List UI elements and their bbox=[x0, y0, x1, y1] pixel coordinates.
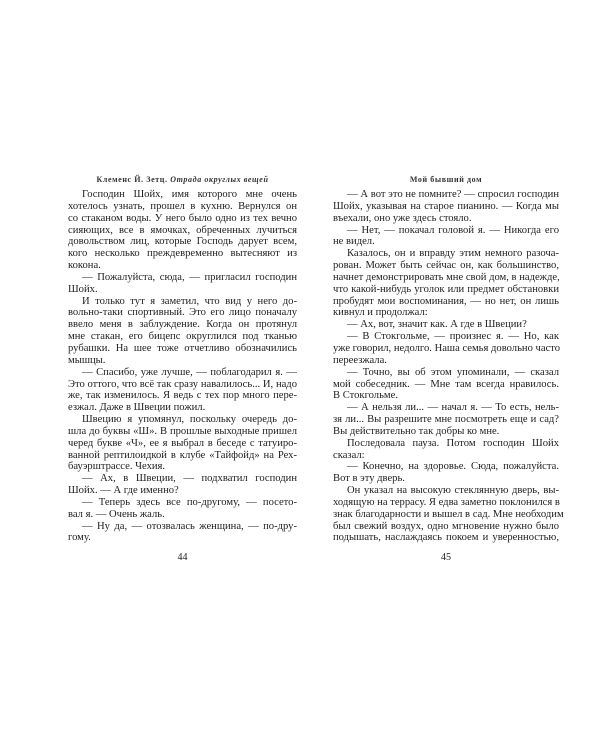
text-line: кивнул и продолжал: bbox=[333, 307, 428, 319]
running-head bbox=[68, 175, 297, 184]
text-line: Последовала пауза. Потом господин Шойх bbox=[347, 437, 559, 449]
text-line: Шойх, указывая на старое пианино. — Когда мы bbox=[333, 200, 559, 212]
running-head: Мой бывший дом bbox=[409, 175, 483, 184]
text-line: — Спасибо, уже лучше, — поблагодарил я. — bbox=[82, 366, 297, 378]
page-number: 44 bbox=[177, 552, 188, 563]
text-line: хотелось узнать, прошел в кухню. Вернулся он bbox=[68, 200, 297, 212]
text-line: Швецию я упомянул, поскольку очередь до- bbox=[82, 414, 297, 426]
text-line: Вот в эту дверь. bbox=[333, 473, 405, 485]
text-line: рубашки. На шее тоже отчетливо обозначились bbox=[68, 342, 297, 354]
text-line: Он указал на высокую стеклянную дверь, вы- bbox=[347, 485, 559, 497]
text-line: — Конечно, на здоровье. Сюда, пожалуйста. bbox=[347, 461, 559, 473]
text-line: со стаканом воды. У него было одно из тех вечно bbox=[68, 212, 297, 224]
text-line: пробудят мои воспоминания, — но нет, он лишь bbox=[333, 295, 559, 307]
text-line: сияющих, все в ямочках, обреченных лучиться bbox=[68, 224, 297, 236]
text-line: — В Стокгольме, — произнес я. — Но, как bbox=[347, 331, 559, 343]
text-line: мне стакан, его бицепс округлился под тканью bbox=[68, 331, 297, 343]
text-line: не видел. bbox=[333, 236, 375, 248]
text-line: подышать, наслаждаясь покоем и уверенностью, bbox=[333, 532, 559, 544]
text-line: мой собеседник. — Мне там всегда нравилось. bbox=[333, 378, 559, 390]
text-line: — А вот это не помните? — спросил господин bbox=[347, 189, 559, 200]
text-line: что какой-нибудь уголок или предмет обстановки bbox=[333, 283, 559, 295]
text-line: В Стокгольме. bbox=[333, 390, 398, 402]
text-line: бауэрштрассе. Чехия. bbox=[68, 461, 166, 473]
text-line: вал я. — Очень жаль. bbox=[68, 508, 165, 520]
text-line: черед букве «Ч», ее я выбрал в беседе с татуиро- bbox=[68, 437, 297, 449]
text-line: — Нет, — покачал головой я. — Никогда его bbox=[347, 224, 559, 236]
text-line: — Ах, в Швеции, — подхватил господин bbox=[82, 473, 297, 485]
text-line: начнет демонстрировать мне свой дом, в надежде, bbox=[333, 271, 560, 283]
text-line: вольно-таки спортивный. Это его лицо поначалу bbox=[68, 307, 297, 319]
text-line: Господин Шойх, имя которого мне очень bbox=[82, 189, 297, 200]
text-line: довольством лиц, которые Господь дарует всем, bbox=[68, 236, 297, 248]
text-line: ванной рептилоидкой в клубе «Тайфойд» на Рех- bbox=[68, 449, 297, 461]
text-line: кокона. bbox=[68, 260, 101, 272]
text-line: Казалось, он и вправду этим немного разоча- bbox=[347, 248, 559, 260]
text-line: Шойх. bbox=[68, 283, 98, 295]
text-line: гому. bbox=[68, 532, 91, 544]
text-line: — Теперь здесь все по-другому, — посето- bbox=[82, 496, 297, 508]
text-line: ходящую на террасу. Я едва заметно поклонился в bbox=[333, 496, 560, 508]
text-line: Это оттого, что всё так сразу навалилось... И, надо bbox=[68, 378, 297, 390]
text-line: Вы действительно так добры ко мне. bbox=[333, 425, 500, 437]
running-head-author: Клеменс Й. Зетц. bbox=[96, 175, 168, 184]
text-line: — Ну да, — отозвалась женщина, — по-дру- bbox=[82, 520, 297, 532]
text-line: — А нельзя ли... — начал я. — То есть, нель- bbox=[347, 402, 559, 414]
text-line: езжал. Даже в Швеции пожил. bbox=[68, 402, 206, 414]
running-head-title: Отрада округлых вещей bbox=[170, 175, 269, 184]
text-line: мышцы. bbox=[68, 354, 106, 366]
text-line: же, так изменилось. Я ведь с тех пор много пере- bbox=[68, 390, 297, 402]
page-body-text bbox=[68, 189, 297, 544]
text-line: сказал: bbox=[333, 449, 365, 461]
text-line: шла до буквы «Ш». В прошлые выходные пришел bbox=[68, 425, 297, 437]
text-line: уже говорил, недолго. Наша семья довольно часто bbox=[333, 342, 561, 354]
text-line: Шойх. — А где именно? bbox=[68, 485, 179, 497]
text-line: кого несколько преждевременно вытесняют из bbox=[68, 248, 297, 260]
text-line: — Ах, вот, значит как. А где в Швеции? bbox=[347, 319, 527, 331]
text-line: знак благодарности и вышел в сад. Мне необходим bbox=[333, 508, 564, 520]
text-line: И только тут я заметил, что вид у него до- bbox=[82, 295, 297, 307]
text-line: — Пожалуйста, сюда, — пригласил господин bbox=[82, 271, 297, 283]
text-line: ввело меня в заблуждение. Когда он протянул bbox=[68, 319, 297, 331]
page-number: 45 bbox=[441, 552, 451, 563]
text-line: рован. Может быть сейчас он, как большинство, bbox=[333, 260, 559, 272]
text-line: переезжала. bbox=[333, 354, 387, 366]
text-line: — Точно, вы об этом упоминали, — сказал bbox=[347, 366, 559, 378]
text-line: зя ли... Вы разрешите мне посмотреть еще и сад? bbox=[333, 414, 559, 426]
page-body-text bbox=[333, 189, 564, 544]
text-line: был свежий воздух, одно мгновение нужно было bbox=[333, 520, 559, 532]
text-line: въехали, оно уже здесь стояло. bbox=[333, 212, 472, 224]
